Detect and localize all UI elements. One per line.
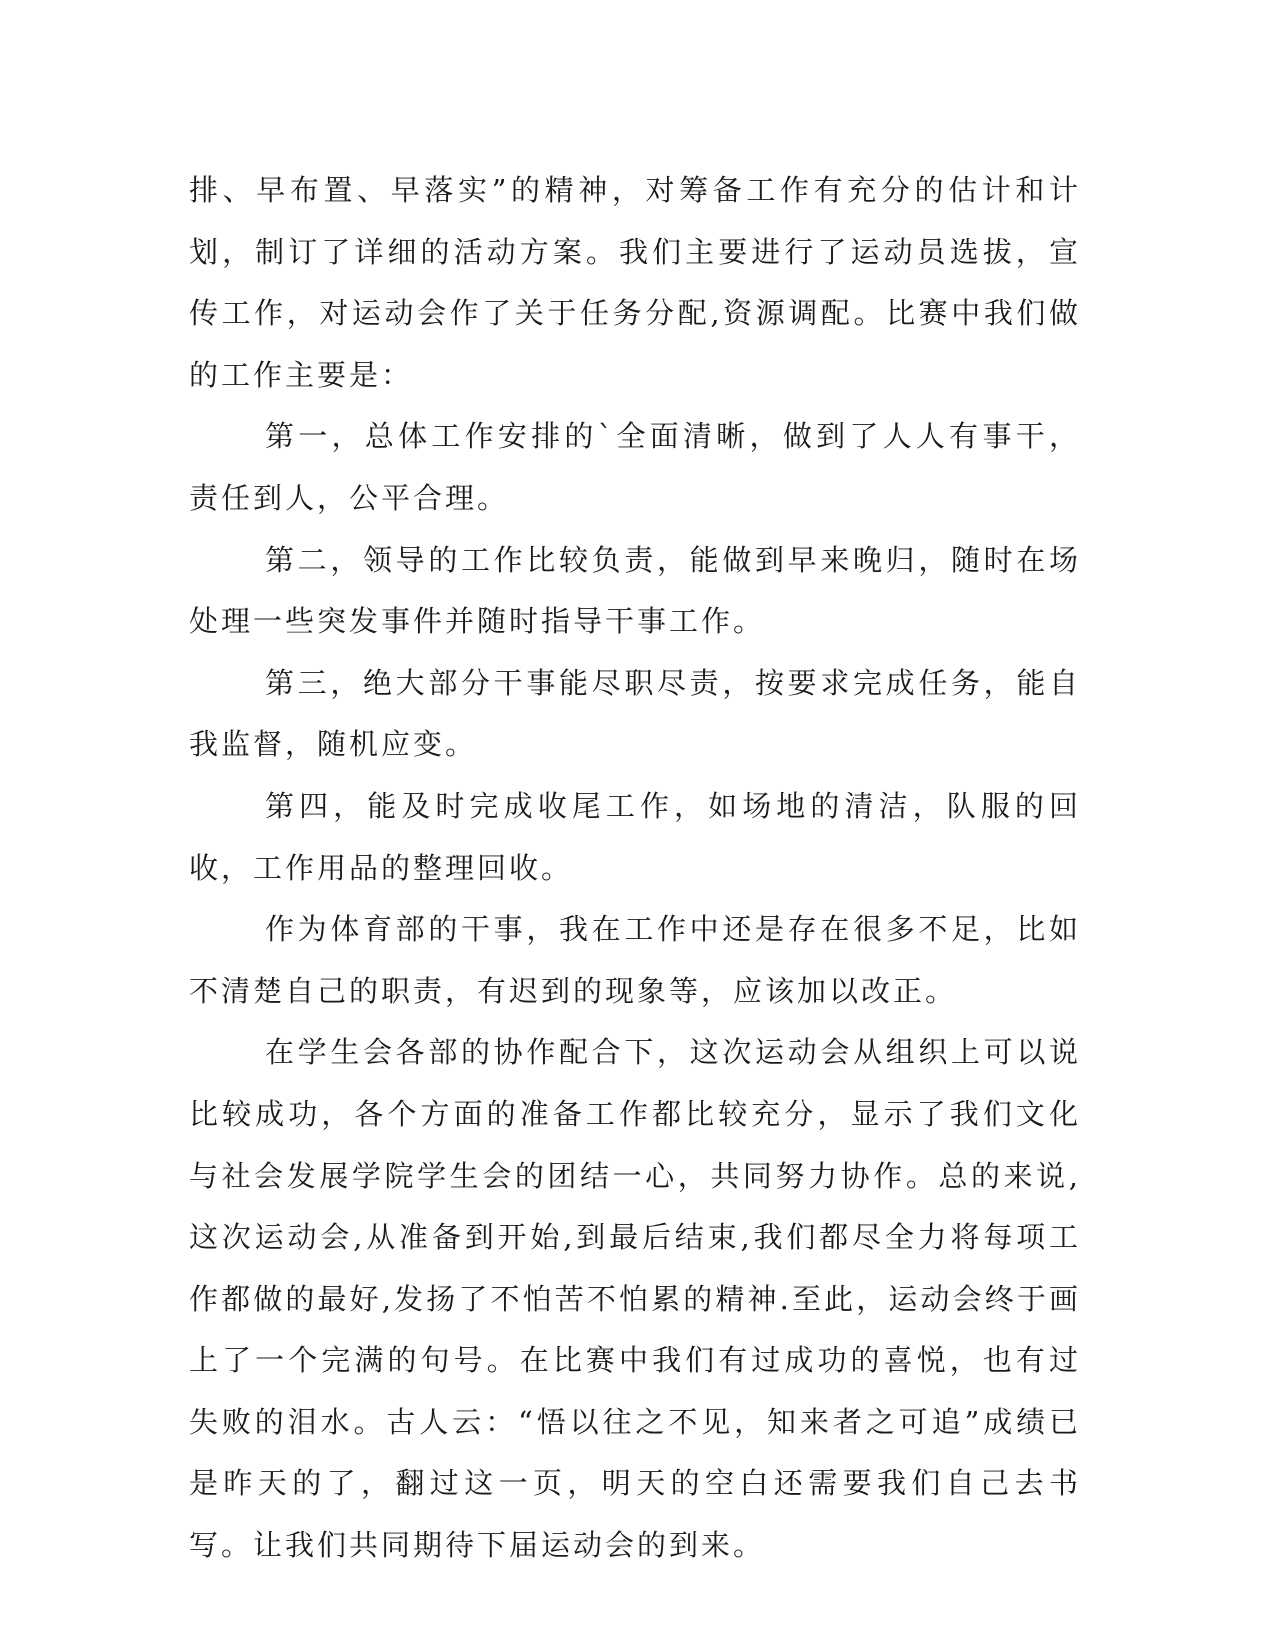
paragraph-point-two: 第二，领导的工作比较负责，能做到早来晚归，随时在场处理一些突发事件并随时指导干事工作。 [189,542,1081,639]
paragraph-point-three: 第三，绝大部分干事能尽职尽责，按要求完成任务，能自我监督，随机应变。 [189,665,1081,762]
paragraph-continued-planning: 排、早布置、早落实”的精神，对筹备工作有充分的估计和计划，制订了详细的活动方案。我们主要进行了运动员选拔，宣传工作，对运动会作了关于任务分配,资源调配。比赛中我们做的工作主要是： [189,173,1081,392]
paragraph-shortcomings: 作为体育部的干事，我在工作中还是存在很多不足，比如不清楚自己的职责，有迟到的现象等，应该加以改正。 [189,912,1081,1008]
paragraph-point-four: 第四，能及时完成收尾工作，如场地的清洁，队服的回收，工作用品的整理回收。 [189,788,1081,885]
document-body [189,160,1081,1577]
paragraph-point-one: 第一，总体工作安排的`全面清晰，做到了人人有事干，责任到人，公平合理。 [189,419,1081,515]
paragraph-conclusion: 在学生会各部的协作配合下，这次运动会从组织上可以说比较成功，各个方面的准备工作都比较充分，显示了我们文化与社会发展学院学生会的团结一心，共同努力协作。总的来说,这次运动会,从准备到开始,到最后结束,我们都尽全力将每项工作都做的最好,发扬了不怕苦不怕累的精神.至此，运动会终于画上了一个完满的句号。在比赛中我们有过成功的喜悦，也有过失败的泪水。古人云：“悟以往之不见，知来者之可追”成绩已是昨天的了，翻过这一页，明天的空白还需要我们自己去书写。让我们共同期待下届运动会的到来。 [189,1035,1081,1563]
